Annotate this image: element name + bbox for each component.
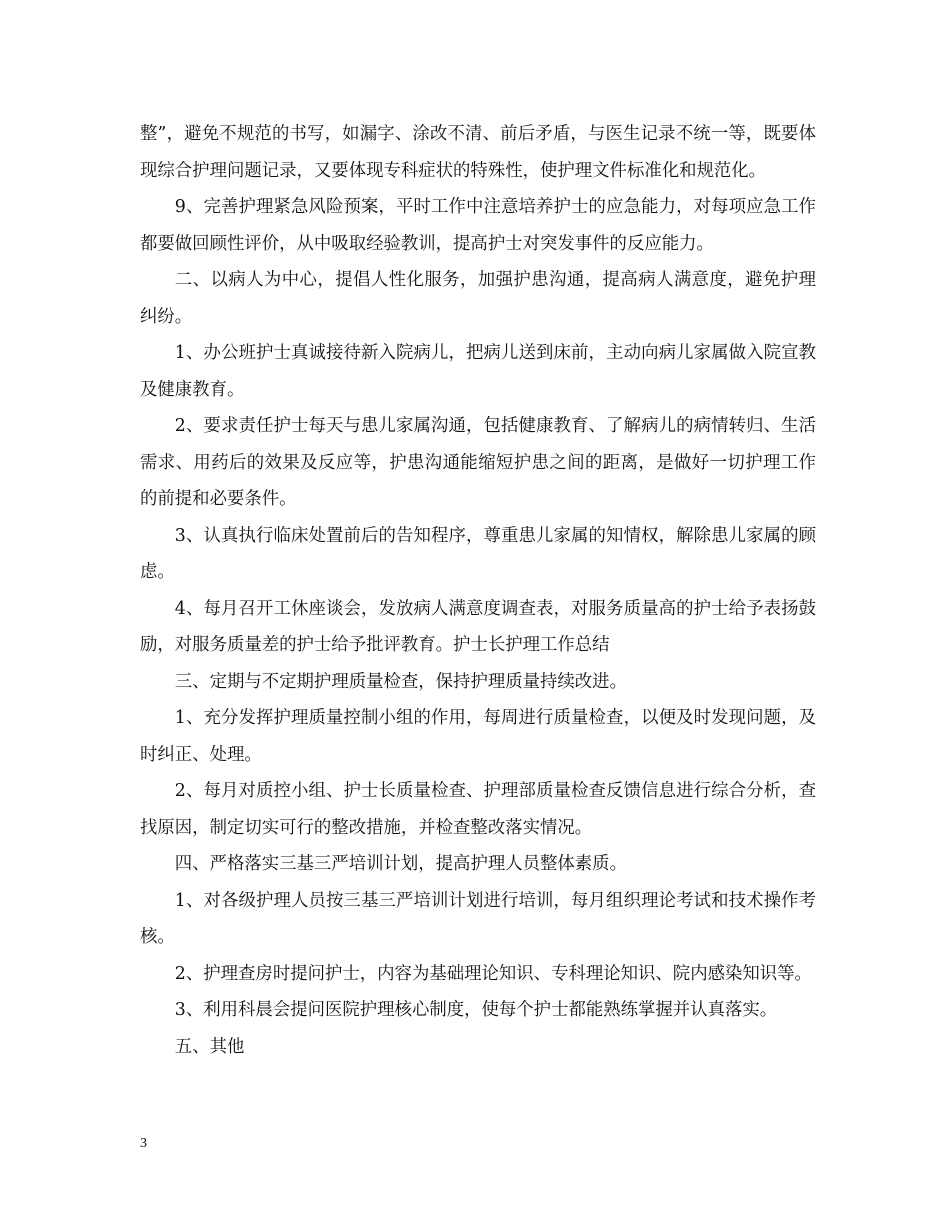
paragraph: 整”，避免不规范的书写，如漏字、涂改不清、前后矛盾，与医生记录不统一等，既要体现综合护理问题记录，又要体现专科症状的特殊性，使护理文件标准化和规范化。: [140, 124, 816, 181]
section-heading: 五、其他: [174, 1036, 245, 1057]
paragraph: 3、利用科晨会提问医院护理核心制度，使每个护士都能熟练掌握并认真落实。: [174, 1000, 778, 1020]
paragraph: 4、每月召开工休座谈会，发放病人满意度调查表，对服务质量高的护士给予表扬鼓励，对服务质量差的护士给予批评教育。护士长护理工作总结: [140, 598, 816, 655]
paragraph: 1、办公班护士真诚接待新入院病儿，把病儿送到床前，主动向病儿家属做入院宣教及健康教育。: [140, 343, 816, 400]
section-heading: 三、定期与不定期护理质量检查，保持护理质量持续改进。: [174, 671, 627, 692]
paragraph: 9、完善护理紧急风险预案，平时工作中注意培养护士的应急能力，对每项应急工作都要做回顾性评价，从中吸取经验教训，提高护士对突发事件的反应能力。: [140, 197, 816, 254]
paragraph: 1、对各级护理人员按三基三严培训计划进行培训，每月组织理论考试和技术操作考核。: [140, 890, 816, 947]
section-heading: 二、以病人为中心，提倡人性化服务，加强护患沟通，提高病人满意度，避免护理纠纷。: [140, 270, 816, 327]
paragraph: 3、认真执行临床处置前后的告知程序，尊重患儿家属的知情权，解除患儿家属的顾虑。: [140, 525, 816, 582]
paragraph: 2、要求责任护士每天与患儿家属沟通，包括健康教育、了解病儿的病情转归、生活需求、用药后的效果及反应等，护患沟通能缩短护患之间的距离，是做好一切护理工作的前提和必要条件。: [140, 416, 816, 509]
paragraph: 1、充分发挥护理质量控制小组的作用，每周进行质量检查，以便及时发现问题，及时纠正、处理。: [140, 708, 816, 765]
section-heading: 四、严格落实三基三严培训计划，提高护理人员整体素质。: [174, 854, 627, 874]
body-text: [140, 116, 816, 1065]
paragraph: 2、护理查房时提问护士，内容为基础理论知识、专科理论知识、院内感染知识等。: [174, 963, 812, 984]
page-number: 3: [140, 1136, 147, 1151]
paragraph: 2、每月对质控小组、护士长质量检查、护理部质量检查反馈信息进行综合分析，查找原因，制定切实可行的整改措施，并检查整改落实情况。: [140, 781, 816, 838]
